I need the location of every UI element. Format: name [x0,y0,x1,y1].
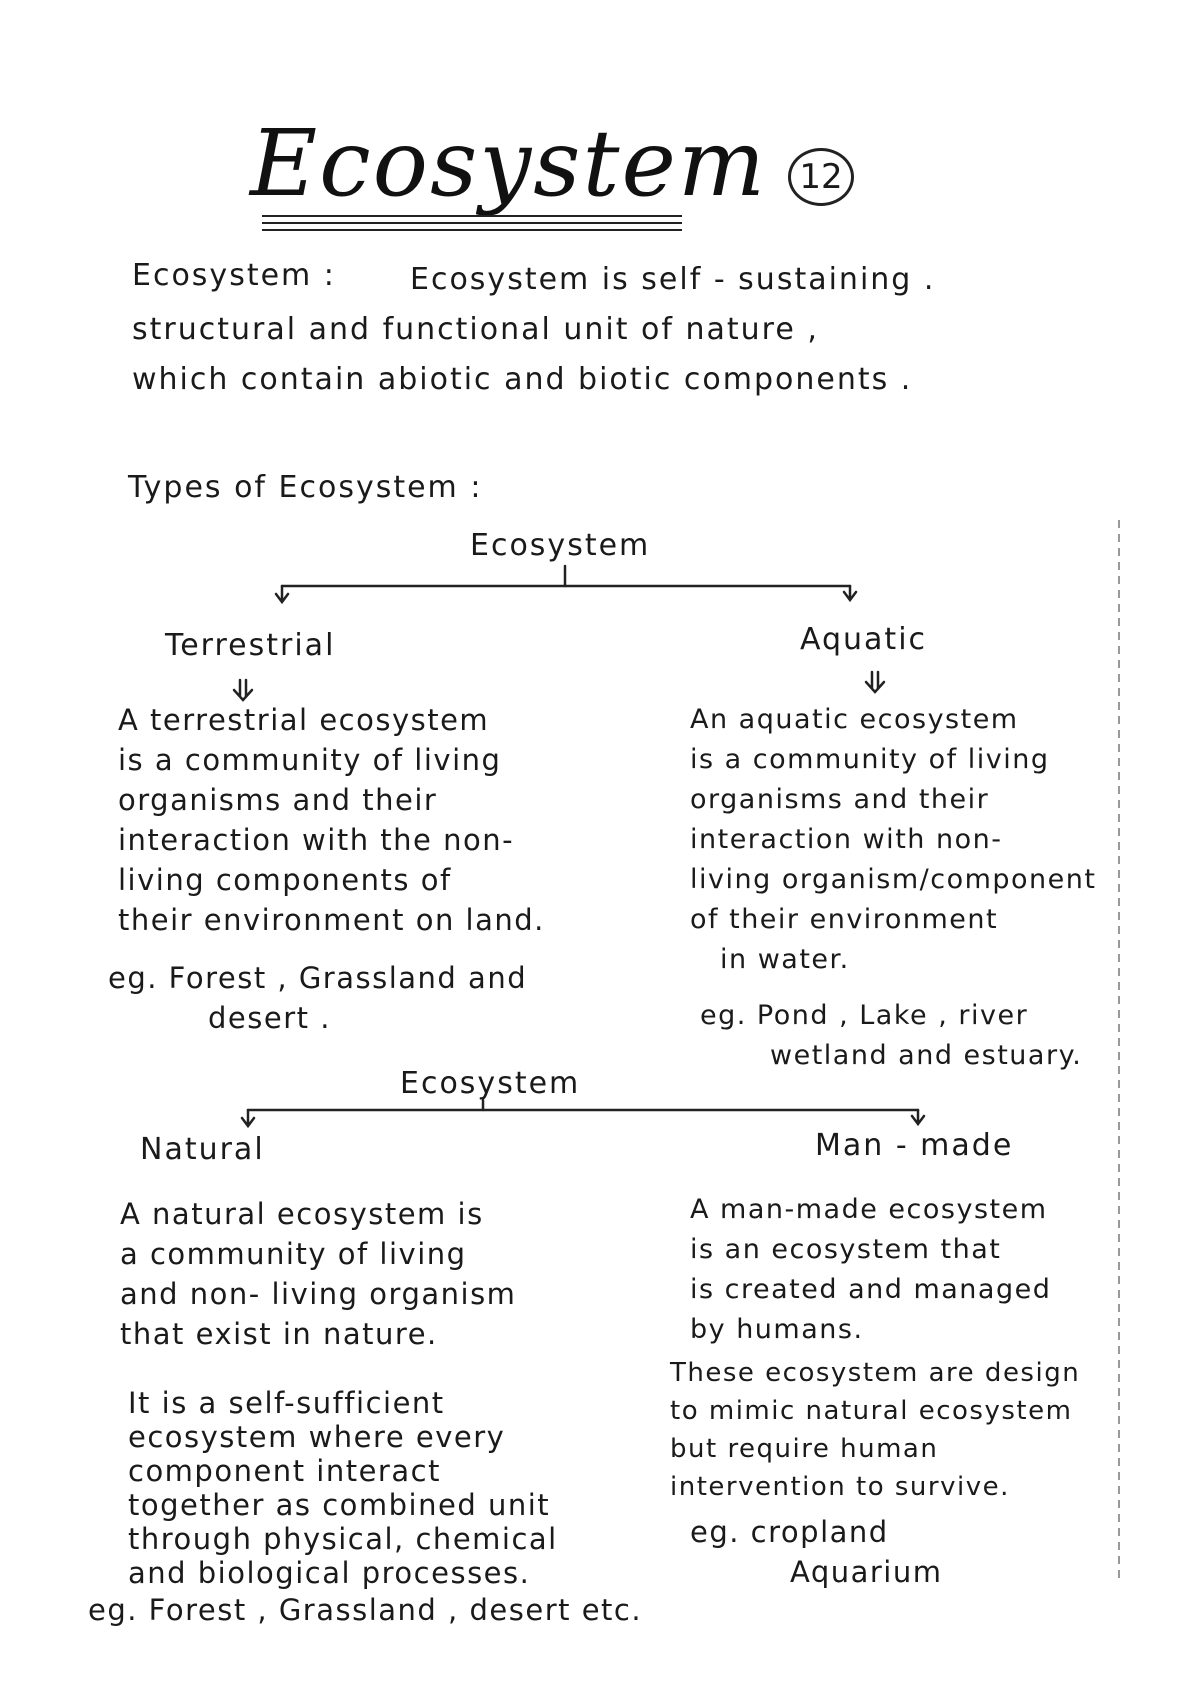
tree2-left-label: Natural [140,1132,265,1167]
aquatic-description: An aquatic ecosystem is a community of living organisms and their interaction with non- living organism/component of their environment in water. [690,704,1097,975]
definition-line-3: which contain abiotic and biotic components . [132,362,913,397]
page-number-circle: 12 [788,148,854,206]
natural-example: eg. Forest , Grassland , desert etc. [88,1593,643,1627]
types-heading: Types of Ecosystem : [128,470,483,505]
tree1-right-label: Aquatic [800,622,928,657]
page-title: Ecosystem [250,110,768,217]
definition-line-2: structural and functional unit of nature , [132,312,819,347]
natural-description-2: It is a self-sufficient ecosystem where every component interact together as combined unit through physical, chemical and biological processes. [128,1386,558,1590]
tree2-left-arrow [242,1110,254,1126]
tree2-right-arrow [912,1110,924,1124]
aquatic-down-arrow [866,672,884,692]
aquatic-example: eg. Pond , Lake , river wetland and estuary. [700,1000,1083,1071]
title-underline [262,212,682,234]
natural-description: A natural ecosystem is a community of living and non- living organism that exist in nature. [120,1197,517,1351]
tree2-right-label: Man - made [815,1128,1014,1163]
man-made-description-2: These ecosystem are design to mimic natural ecosystem but require human intervention to survive. [670,1358,1081,1502]
tree1-root: Ecosystem [470,528,651,563]
tree1-left-label: Terrestrial [165,628,336,663]
terrestrial-example: eg. Forest , Grassland and desert . [108,961,528,1035]
definition-label: Ecosystem : [132,258,336,293]
tree2-root: Ecosystem [400,1066,581,1101]
terrestrial-description: A terrestrial ecosystem is a community of living organisms and their interaction with the non- living components of their environment on land. [118,703,545,937]
tree1-right-arrow [844,586,856,600]
tree1-left-arrow [276,586,288,602]
terrestrial-down-arrow [234,680,252,700]
man-made-description: A man-made ecosystem is an ecosystem that is created and managed by humans. [690,1194,1052,1345]
man-made-example: eg. cropland Aquarium [690,1515,943,1589]
definition-line-1: Ecosystem is self - sustaining . [410,262,936,297]
right-margin-rule [1118,520,1120,1580]
